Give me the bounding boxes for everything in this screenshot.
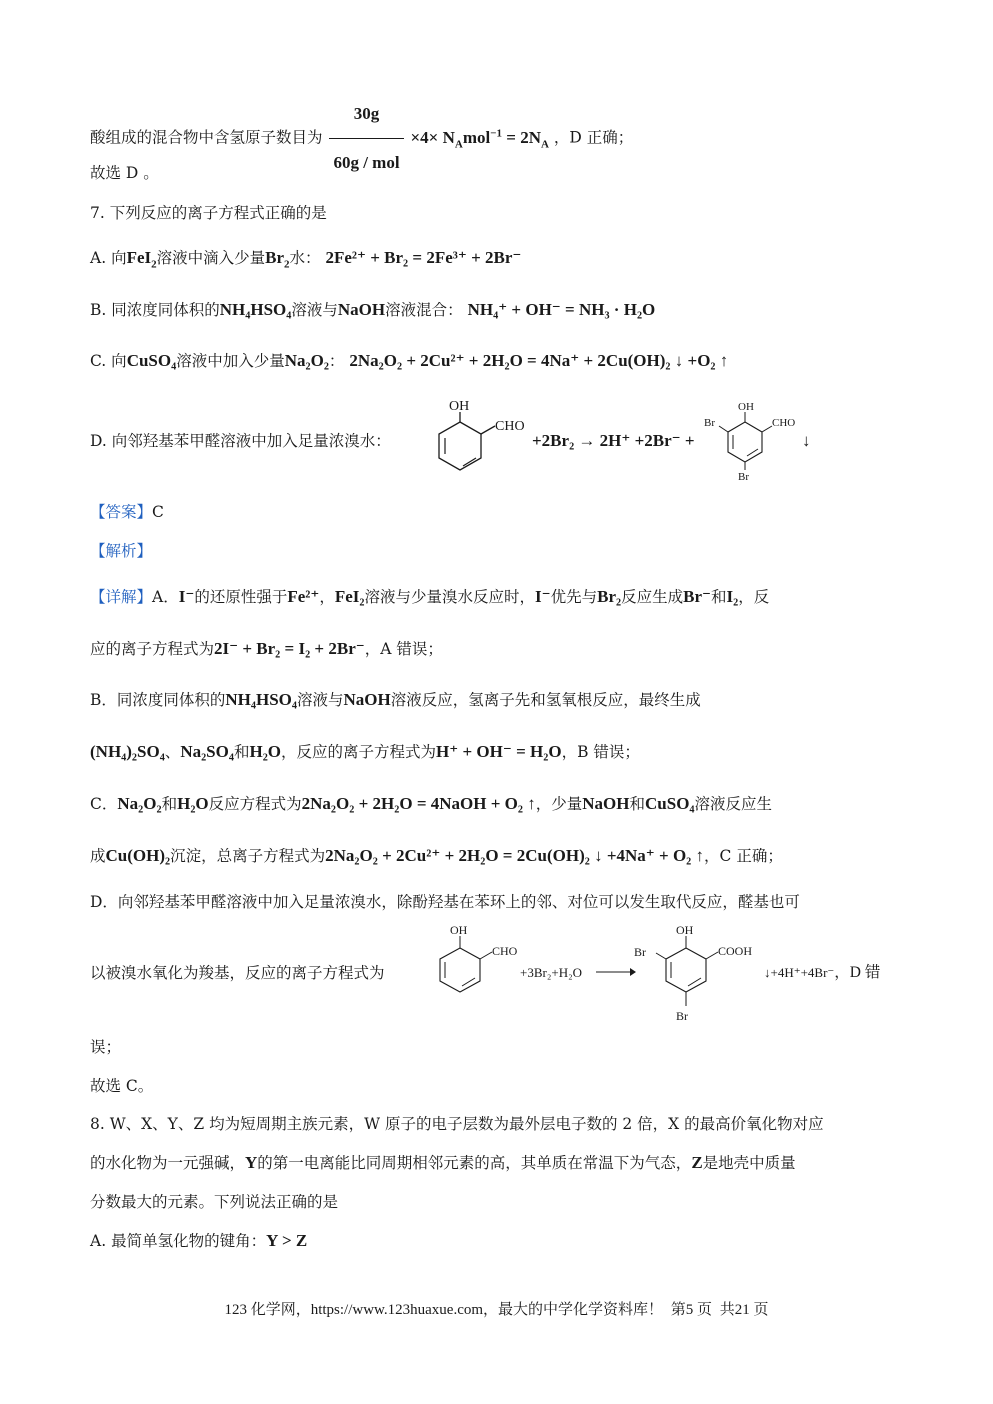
salicylaldehyde-structure xyxy=(425,398,535,476)
svg-text:Br: Br xyxy=(704,417,715,429)
equation: 2Na₂O₂ + 2Cu²⁺ + 2H₂O = 4Na⁺ + 2Cu(OH)₂ ↓ +O₂ ↑ xyxy=(349,351,729,370)
products-tail: ↓+4H⁺+4Br⁻，D 错 xyxy=(764,964,881,981)
analysis-c-line2: 成Cu(OH)₂沉淀，总离子方程式为2Na₂O₂ + 2Cu²⁺ + 2H₂O = 2Cu(OH)₂ ↓ +4Na⁺ + O₂ ↑，C 正确； xyxy=(90,846,783,865)
reactant-structure xyxy=(428,920,528,998)
q8-line1: 8. W、X、Y、Z 均为短周期主族元素，W 原子的电子层数为最外层电子数的 2 倍，X 的最高价氧化物对应 xyxy=(90,1115,824,1133)
svg-text:OH: OH xyxy=(450,923,468,937)
answer-value: C xyxy=(152,503,164,521)
analysis-a-line2: 应的离子方程式为2I⁻ + Br₂ = I₂ + 2Br⁻，A 错误； xyxy=(90,639,443,658)
q7-d-equation: +2Br₂ → 2H⁺ +2Br⁻ + xyxy=(532,431,695,450)
q7-option-c: C. 向CuSO₄溶液中加入少量Na₂O₂： 2Na₂O₂ + 2Cu²⁺ + 2H₂O = 4Na⁺ + 2Cu(OH)₂ ↓ +O₂ ↑ xyxy=(90,351,729,370)
footer-site: 123 化学网，https://www.123huaxue.com，最大的中学化学资料库！ xyxy=(224,1302,664,1318)
analysis-tag: 【解析】 xyxy=(90,542,153,560)
oh-label: OH xyxy=(449,399,470,414)
footer-total: 共21 页 xyxy=(719,1302,769,1318)
analysis-c-line1: C．Na₂O₂和H₂O反应方程式为2Na₂O₂ + 2H₂O = 4NaOH + O₂ ↑，少量NaOH和CuSO₄溶液反应生 xyxy=(90,794,773,813)
answer-tag: 【答案】 xyxy=(90,503,153,521)
svg-text:CHO: CHO xyxy=(772,417,796,429)
fraction-denominator: 60g / mol xyxy=(333,153,400,172)
svg-text:CHO: CHO xyxy=(492,944,518,958)
precipitate-arrow: ↓ xyxy=(802,431,811,450)
analysis-d-line1: D．向邻羟基苯甲醛溶液中加入足量浓溴水，除酚羟基在苯环上的邻、对位可以发生取代反应，醛基也可 xyxy=(90,893,800,911)
equation: NH₄⁺ + OH⁻ = NH₃ · H₂O xyxy=(467,300,656,319)
answer-line xyxy=(90,501,903,523)
page-footer xyxy=(0,1298,993,1319)
footer-page: 第5 页 xyxy=(670,1302,713,1318)
reagents: +3Br₂+H₂O xyxy=(520,965,583,980)
prev-text: 酸组成的混合物中含氢原子数目为 xyxy=(90,128,323,147)
product-structure xyxy=(630,920,770,1024)
svg-text:OH: OH xyxy=(738,401,754,413)
svg-text:Br: Br xyxy=(738,471,749,482)
q8-option-a: A. 最简单氢化物的键角：Y > Z xyxy=(90,1231,308,1250)
analysis-d-line2: 以被溴水氧化为羧基，反应的离子方程式为 xyxy=(90,964,385,982)
expression: $\times 4\times N_Amol^{-1} = 2N_A$ xyxy=(410,126,549,150)
analysis-conclusion: 故选 C。 xyxy=(90,1077,154,1095)
analysis-b-line2: (NH₄)₂SO₄、Na₂SO₄和H₂O，反应的离子方程式为H⁺ + OH⁻ = H₂O，B 错误； xyxy=(90,742,640,761)
analysis-d-line3: 误； xyxy=(90,1038,122,1056)
q7-option-b: B. 同浓度同体积的NH₄HSO₄溶液与NaOH溶液混合： NH₄⁺ + OH⁻ = NH₃ · H₂O xyxy=(90,300,656,319)
q8-line3: 分数最大的元素。下列说法正确的是 xyxy=(90,1193,339,1211)
q7-stem: 7. 下列反应的离子方程式正确的是 xyxy=(90,204,327,222)
svg-text:Br: Br xyxy=(634,945,646,959)
svg-text:Br: Br xyxy=(676,1009,688,1023)
q7-option-d: D. 向邻羟基苯甲醛溶液中加入足量浓溴水： xyxy=(90,432,391,450)
analysis-a-line1: 【详解】A．I⁻的还原性强于Fe²⁺，FeI₂溶液与少量溴水反应时，I⁻优先与Br₂反应生成Br⁻和I₂，反 xyxy=(90,587,770,606)
q8-line2: 的水化物为一元强碱，Y的第一电离能比同周期相邻元素的高，其单质在常温下为气态，Z是地壳中质量 xyxy=(90,1153,796,1172)
prev-verdict: ，D 正确； xyxy=(553,128,634,147)
svg-text:COOH: COOH xyxy=(718,944,753,958)
equation: 2Fe²⁺ + Br₂ = 2Fe³⁺ + 2Br⁻ xyxy=(325,248,522,267)
cho-label: CHO xyxy=(495,419,525,434)
q7-option-a: A. 向FeI$_2$溶液中滴入少量$Br_2$水： 2Fe²⁺ + Br₂ = 2Fe³⁺ + 2Br⁻ xyxy=(90,248,522,271)
analysis-b-line1: B．同浓度同体积的NH₄HSO₄溶液与NaOH溶液反应，氢离子先和氢氧根反应，最终生成 xyxy=(90,690,701,709)
svg-text:OH: OH xyxy=(676,923,694,937)
tribromo-product-structure xyxy=(700,398,810,482)
fraction-numerator: 30g xyxy=(329,92,403,139)
prev-conclusion: 故选 D 。 xyxy=(90,164,159,182)
